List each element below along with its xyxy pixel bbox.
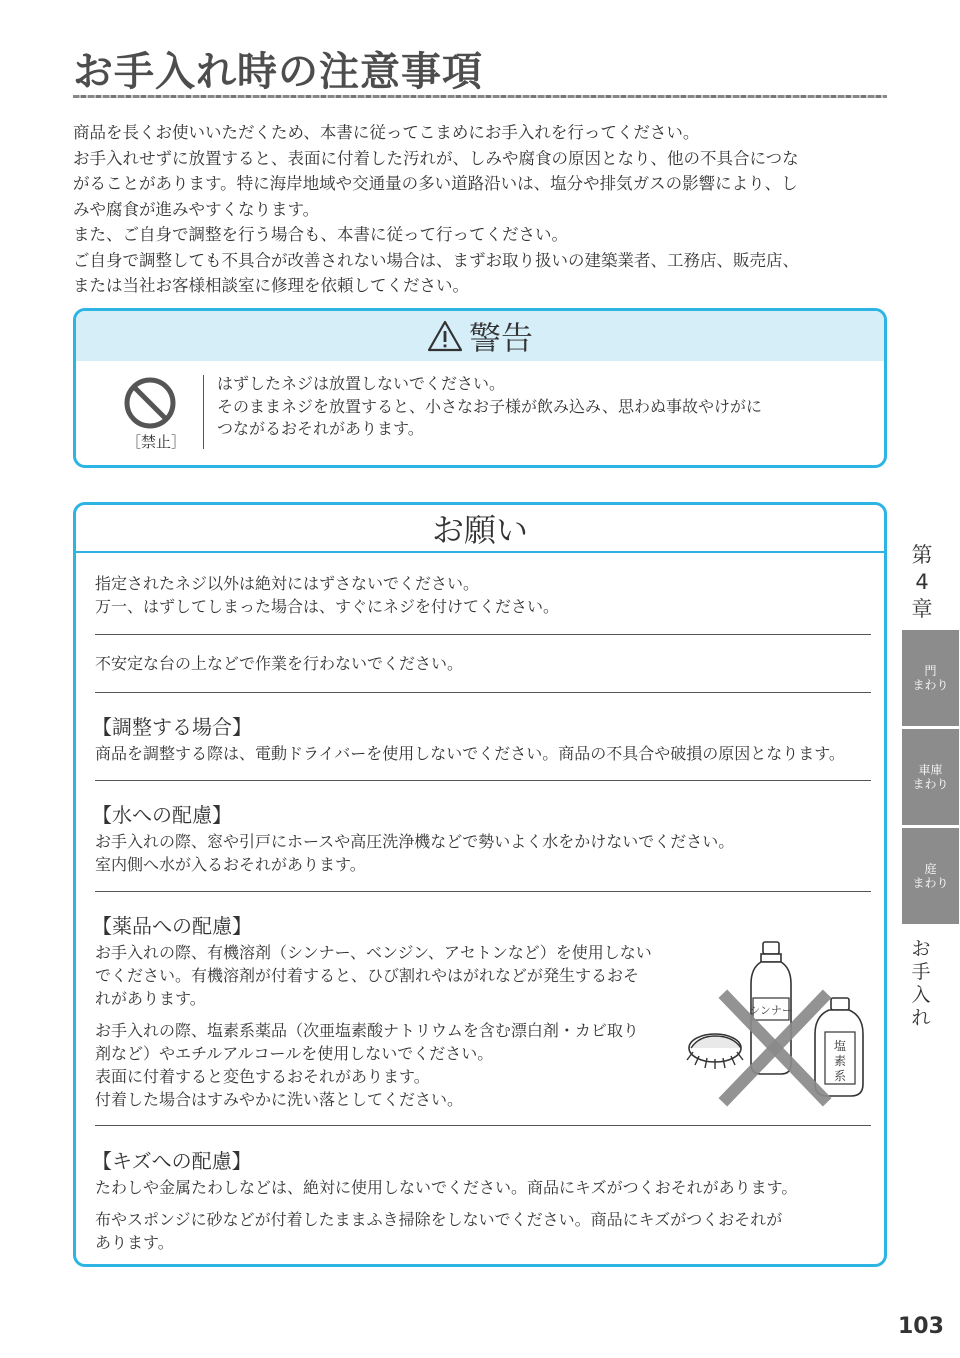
warning-line: つながるおそれがあります。	[217, 419, 424, 438]
notice-line: 布やスポンジに砂などが付着したままふき掃除をしないでください。商品にキズがつくおそれが	[95, 1210, 783, 1229]
prohibition-label: ［禁止］	[126, 433, 187, 451]
notice-line: でください。有機溶剤が付着すると、ひび割れやはがれなどが発生するおそ	[95, 966, 640, 985]
notice-line: 付着した場合はすみやかに洗い落としてください。	[95, 1090, 464, 1109]
intro-line: お手入れせずに放置すると、表面に付着した汚れが、しみや腐食の原因となり、他の不具合につな	[73, 148, 799, 168]
warning-text	[217, 373, 762, 441]
intro-paragraph	[73, 120, 893, 299]
notice-line: たわしや金属たわしなどは、絶対に使用しないでください。商品にキズがつくおそれがあります。	[95, 1178, 798, 1197]
screw-notice	[95, 572, 559, 618]
thinner-label: シンナー	[749, 1004, 793, 1017]
intro-line: みや腐食が進みやすくなります。	[73, 199, 320, 219]
notice-line: 商品を調整する際は、電動ドライバーを使用しないでください。商品の不具合や破損の原因となります。	[95, 744, 845, 763]
notice-line: お手入れの際、塩素系薬品（次亜塩素酸ナトリウムを含む漂白剤・カビ取り	[95, 1021, 639, 1040]
notice-line: 室内側へ水が入るおそれがあります。	[95, 855, 366, 874]
chapter-char: 第	[911, 543, 933, 567]
page-title: お手入れ時の注意事項	[73, 49, 483, 95]
tab-label: 車庫	[918, 763, 943, 777]
chlorine-text	[95, 1019, 639, 1111]
scratch-title: 【キズへの配慮】	[92, 1149, 252, 1173]
notice-line: 表面に付着すると変色するおそれがあります。	[95, 1067, 430, 1086]
solvent-text	[95, 941, 652, 1010]
notice-line: れがあります。	[95, 989, 206, 1008]
notice-line: 不安定な台の上などで作業を行わないでください。	[95, 654, 464, 673]
prohibition-icon	[122, 375, 178, 431]
warning-triangle-icon	[427, 320, 463, 352]
notice-line: あります。	[95, 1233, 174, 1252]
warning-box	[73, 308, 887, 468]
unstable-platform-notice	[95, 652, 463, 675]
tab-label: 門	[924, 664, 937, 678]
intro-line: または当社お客様相談室に修理を依頼してください。	[73, 276, 469, 295]
tab-char: 入	[911, 984, 931, 1006]
tab-label: まわり	[912, 876, 949, 890]
notice-line: お手入れの際、有機溶剤（シンナー、ベンジン、アセトンなど）を使用しない	[95, 943, 652, 962]
notice-line: 指定されたネジ以外は絶対にはずさないでください。	[95, 574, 480, 593]
request-header	[76, 505, 884, 553]
warning-line: はずしたネジは放置しないでください。	[217, 374, 506, 393]
request-box	[73, 502, 887, 1267]
chemicals-prohibited-illustration	[683, 940, 873, 1110]
request-heading: お願い	[431, 511, 528, 549]
tab-gate[interactable]	[902, 630, 959, 726]
tab-char: お	[911, 938, 931, 960]
chlorine-label-3: 系	[833, 1069, 847, 1083]
notice-line: 剤など）やエチルアルコールを使用しないでください。	[95, 1044, 494, 1063]
tab-maintenance-active[interactable]	[906, 938, 936, 1030]
tab-label: 庭	[924, 862, 937, 876]
chapter-label	[903, 542, 941, 623]
warning-heading: 警告	[468, 319, 533, 357]
tab-garage[interactable]	[902, 729, 959, 825]
chlorine-bottle-icon	[815, 998, 863, 1096]
tab-garden[interactable]	[902, 828, 959, 924]
notice-line: お手入れの際、窓や引戸にホースや高圧洗浄機などで勢いよく水をかけないでください。	[95, 832, 735, 851]
intro-line: また、ご自身で調整を行う場合も、本書に従って行ってください。	[73, 225, 568, 244]
water-title: 【水への配慮】	[92, 803, 232, 827]
warning-line: そのままネジを放置すると、小さなお子様が飲み込み、思わぬ事故やけがに	[217, 396, 762, 416]
intro-line: ご自身で調整しても不具合が改善されない場合は、まずお取り扱いの建築業者、工務店、販売店、	[73, 250, 799, 270]
chlorine-label-2: 素	[833, 1054, 847, 1068]
warning-divider	[203, 375, 204, 449]
chemical-title: 【薬品への配慮】	[92, 914, 252, 938]
page-number: 103	[898, 1314, 944, 1339]
adjustment-title: 【調整する場合】	[92, 715, 252, 739]
intro-line: がることがあります。特に海岸地域や交通量の多い道路沿いは、塩分や排気ガスの影響により、し	[73, 174, 798, 193]
tab-label: まわり	[912, 678, 949, 692]
chlorine-label-1: 塩	[833, 1039, 847, 1053]
notice-line: 万一、はずしてしまった場合は、すぐにネジを付けてください。	[95, 597, 560, 616]
tab-char: れ	[911, 1007, 931, 1029]
chapter-char: 4	[915, 570, 929, 594]
scrubber-text	[95, 1176, 797, 1199]
intro-line: 商品を長くお使いいただくため、本書に従ってこまめにお手入れを行ってください。	[73, 123, 700, 142]
adjustment-text	[95, 742, 845, 765]
cloth-sponge-text	[95, 1208, 782, 1254]
title-divider	[73, 95, 887, 98]
tab-char: 手	[911, 961, 931, 983]
warning-header	[76, 311, 884, 361]
brush-icon	[687, 1034, 743, 1069]
chapter-char: 章	[911, 597, 933, 621]
water-text	[95, 830, 734, 876]
tab-label: まわり	[912, 777, 949, 791]
